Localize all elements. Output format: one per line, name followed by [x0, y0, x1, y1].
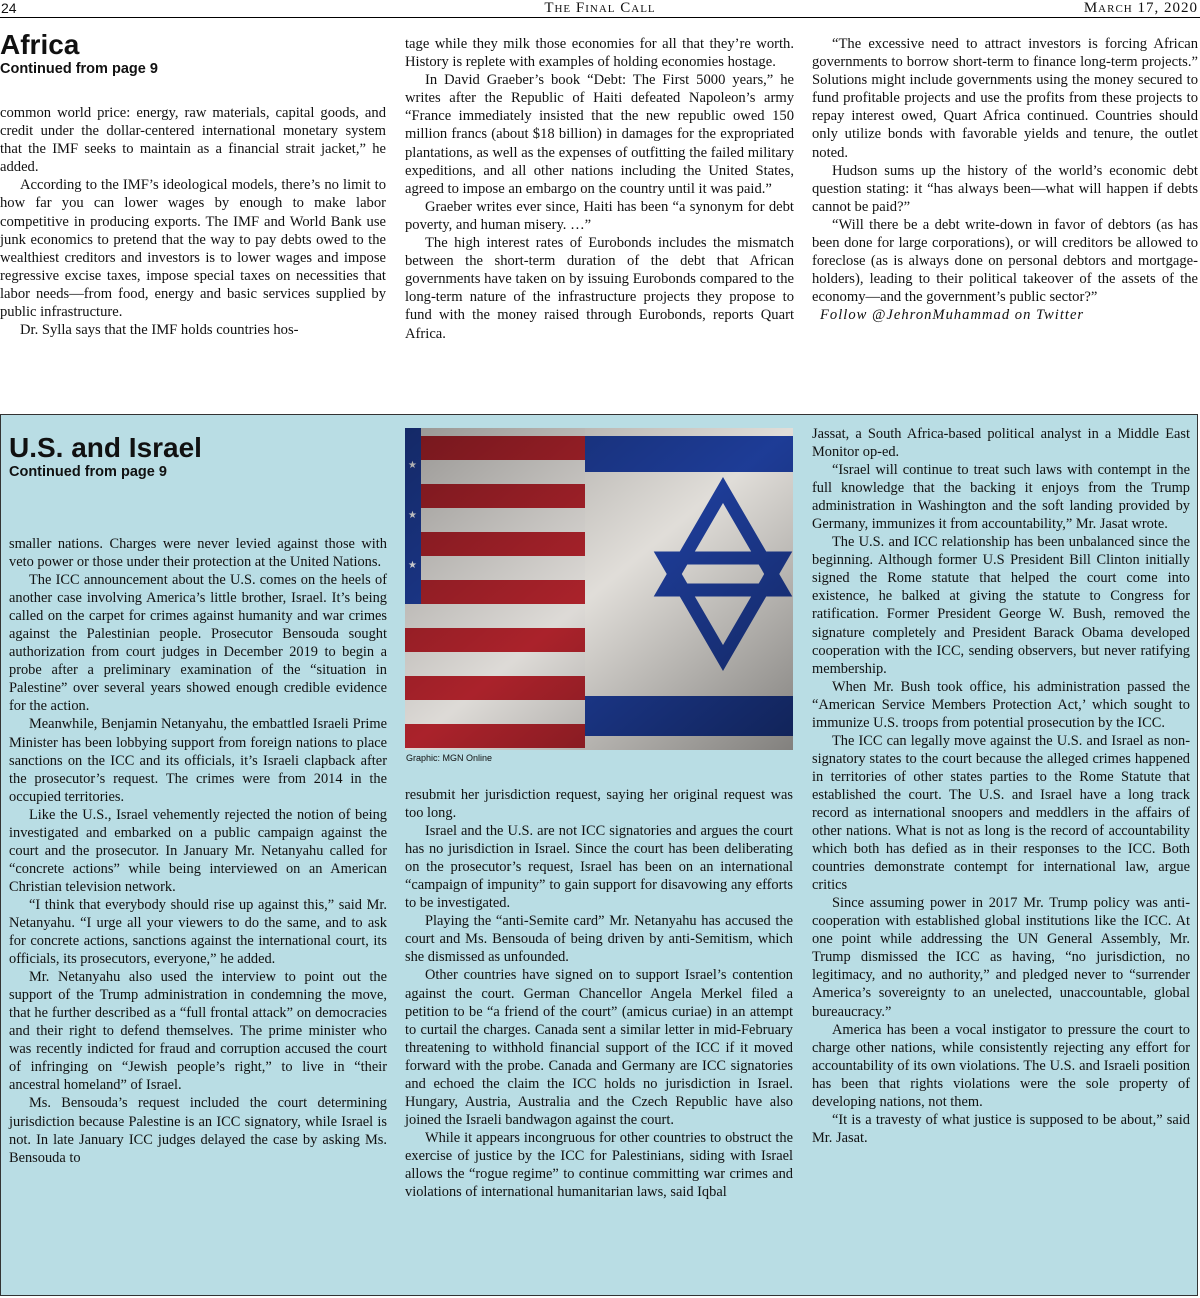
article-paragraph: Israel and the U.S. are not ICC signatories and argues the court has no jurisdiction in Israel. Since the court has been deliberating on the prosecutor’s request, Israel has been on an international “campaign of impunity” to gain support for disavowing any efforts to be investigated. [405, 823, 793, 912]
article-paragraph: The ICC can legally move against the U.S. and Israel as non-signatory states to the court because the alleged crimes happened in territories of other states parties to the Rome Statute that established the court. The U.S. and Israel have a long track record as international snoopers and meddlers in the affairs of other nations. What is not as long is the record of accountability which both has defied as in their responses to the ICC. Both countries demonstrate contempt for international law, argue critics [812, 732, 1190, 894]
israel-headline: U.S. and Israel [9, 432, 202, 463]
article-paragraph: resubmit her jurisdiction request, saying her original request was too long. [405, 787, 793, 822]
africa-column-3 [812, 35, 1198, 325]
flags-photo [405, 428, 793, 750]
article-paragraph: Playing the “anti-Semite card” Mr. Netanyahu has accused the court and Ms. Bensouda of being driven by anti-Semitism, which she dismissed as unfounded. [405, 913, 793, 966]
issue-date: March 17, 2020 [1083, 0, 1198, 16]
africa-column-1 [0, 30, 386, 339]
article-paragraph: tage while they milk those economies for all that they’re worth. History is replete with examples of holding economies hostage. [405, 36, 794, 71]
africa-column-2 [405, 35, 794, 343]
photo-caption: Graphic: MGN Online [406, 753, 493, 763]
article-paragraph: The ICC announcement about the U.S. comes on the heels of another case involving America’s little brother, Israel. It’s being called on the carpet for crimes against humanity and war crimes against the Palestinian people. Prosecutor Bensouda sought authorization from court judges in December 2019 to begin a probe after a preliminary examination of the “situation in Palestine” over several years showed enough credible evidence for the action. [9, 572, 387, 715]
masthead [0, 0, 1200, 18]
author-twitter-signoff: Follow @JehronMuhammad on Twitter [820, 307, 1085, 324]
article-paragraph: The high interest rates of Eurobonds includes the mismatch between the short-term duration of the debt that African governments have taken on by issuing Eurobonds compared to the long-term nature of the infrastructure projects they propose to fund with the money raised through Eurobonds, reports Quart Africa. [405, 235, 794, 342]
us-israel-flags-graphic [405, 428, 793, 750]
article-paragraph: Meanwhile, Benjamin Netanyahu, the embattled Israeli Prime Minister has been lobbying support from foreign nations to place sanctions on the ICC and its officials, it’s Israeli clapback after the prosecutor’s request. The crimes were from 2014 in the occupied territories. [9, 716, 387, 805]
article-paragraph: Ms. Bensouda’s request included the court determining jurisdiction because Palestine is an ICC signatory, while Israel is not. In late January ICC judges delayed the case by asking Ms. Bensouda to [9, 1095, 387, 1166]
israel-column-2 [405, 786, 793, 1201]
article-paragraph: common world price: energy, raw materials, capital goods, and credit under the dollar-centered international monetary system that the IMF seeks to maintain as a financial strait jacket,” he added. [0, 105, 386, 176]
article-paragraph: Mr. Netanyahu also used the interview to point out the support of the Trump administration in condemning the move, that he further described as a “full frontal attack” on democracies and their right to defend themselves. The prime minister who was recently indicted for fraud and corruption accused the court of infringing on “Jewish people’s right,” to live in “their ancestral homeland” of Israel. [9, 969, 387, 1094]
article-paragraph: Other countries have signed on to support Israel’s contention against the court. German Chancellor Angela Merkel filed a petition to be “a friend of the court” (amicus curiae) in an attempt to curtail the charges. Canada sent a similar letter in mid-February threatening to withhold financial support of the ICC if it moved forward with the probe. Canada and Germany are ICC signatories and echoed the claim the ICC holds no jurisdiction in Israel. Hungary, Austria, Australia and the Czech Republic have also joined the Israeli bandwagon against the court. [405, 967, 793, 1128]
article-paragraph: In David Graeber’s book “Debt: The First 5000 years,” he writes after the Republic of Haiti defeated Napoleon’s army “France immediately insisted that the new republic owed 150 million francs (about $18 billion) in damages for the expropriated plantations, as well as the expenses of outfitting the failed military expeditions, and all other nations including the United States, agreed to impose an embargo on the country until it was paid.” [405, 72, 794, 197]
article-paragraph: “I think that everybody should rise up against this,” said Mr. Netanyahu. “I urge all your viewers to do the same, and to ask for concrete actions, sanctions against the international court, its officials, its prosecutors, everyone,” he added. [9, 896, 387, 968]
article-paragraph: The U.S. and ICC relationship has been unbalanced since the beginning. Although former U.S President Bill Clinton initially signed the Rome statute that helped the court come into existence, he balked at giving the statute to Congress for ratification. Former President George W. Bush, removed the signature completely and President Barack Obama developed cooperation with the ICC, sending observers, but never ratifying membership. [812, 534, 1190, 677]
article-paragraph: When Mr. Bush took office, his administration passed the “American Service Members Protection Act,’ which sought to immunize U.S. troops from potential prosecution by the ICC. [812, 678, 1190, 731]
israel-column-3 [812, 425, 1190, 1147]
publication-name: The Final Call [544, 0, 656, 16]
israel-continued-line: Continued from page 9 [9, 464, 167, 480]
article-paragraph: According to the IMF’s ideological models, there’s no limit to how far you can lower wages by enough to make labor competitive in producing exports. The IMF and World Bank use junk economics to pretend that the way to pay debts owed to the wealthiest creditors and investors is to lower wages and impose regressive excise taxes, impose special taxes on necessities that labor needs—from food, energy and basic services supplied by public infrastructure. [0, 177, 386, 321]
article-paragraph: Since assuming power in 2017 Mr. Trump policy was anti-cooperation with established global institutions like the ICC. At one point while addressing the UN General Assembly, Mr. Trump dismissed the ICC as having, “no jurisdiction, no legitimacy, and no authority,” and pledged never to “surrender America’s sovereignty to an unelected, unaccountable, global bureaucracy.” [812, 895, 1190, 1020]
article-paragraph: “Will there be a debt write-down in favor of debtors (as has been done for large corporations), or will creditors be allowed to foreclose (as is always done on personal debtors and mortgage-holders), leading to their political takeover of the assets of the economy—and the government’s public sector?” [812, 216, 1198, 306]
article-paragraph: Like the U.S., Israel vehemently rejected the notion of being investigated and embarked on a public campaign against the court and the prosecutor. In January Mr. Netanyahu called for “concrete actions” while being interviewed on an American Christian television network. [9, 806, 387, 895]
article-paragraph: “It is a travesty of what justice is supposed to be about,” said Mr. Jasat. [812, 1111, 1190, 1146]
africa-continued-line: Continued from page 9 [0, 61, 158, 77]
africa-headline: Africa [0, 29, 80, 60]
article-paragraph: Jassat, a South Africa-based political analyst in a Middle East Monitor op-ed. [812, 426, 1190, 461]
article-paragraph: Hudson sums up the history of the world’s economic debt question stating: it “has always been—what will happen if debts cannot be paid?” [812, 162, 1198, 215]
article-paragraph: “The excessive need to attract investors is forcing African governments to borrow short-term to finance long-term projects.” Solutions might include governments using the money secured to fund profitable projects and use the profits from these projects to repay interest owed, Quart Africa continued. Countries should only utilize bonds with favorable yields and tenure, the outlet noted. [812, 36, 1198, 161]
article-paragraph: “Israel will continue to treat such laws with contempt in the full knowledge that the backing it enjoys from the Trump administration in Washington and the soft landing provided by Germany, immunizes it from accountability,” Mr. Jasat wrote. [812, 462, 1190, 533]
article-paragraph: While it appears incongruous for other countries to obstruct the exercise of justice by the ICC for Palestinians, siding with Israel allows the “rogue regime” to continue committing war crimes and violations of international humanitarian laws, said Iqbal [405, 1129, 793, 1201]
article-paragraph: Dr. Sylla says that the IMF holds countries hos- [20, 322, 299, 339]
article-paragraph: smaller nations. Charges were never levied against those with veto power or those under their protection at the United Nations. [9, 536, 387, 571]
article-paragraph: Graeber writes ever since, Haiti has been “a synonym for debt poverty, and human misery. …” [405, 198, 794, 233]
page-number: 24 [1, 0, 17, 16]
article-paragraph: America has been a vocal instigator to pressure the court to charge other nations, while consistently rejecting any effort for accountability of its own violations. The U.S. and Israeli position has been that rights violations were the sole property of developing nations, not them. [812, 1021, 1190, 1110]
israel-column-1 [9, 433, 387, 1167]
